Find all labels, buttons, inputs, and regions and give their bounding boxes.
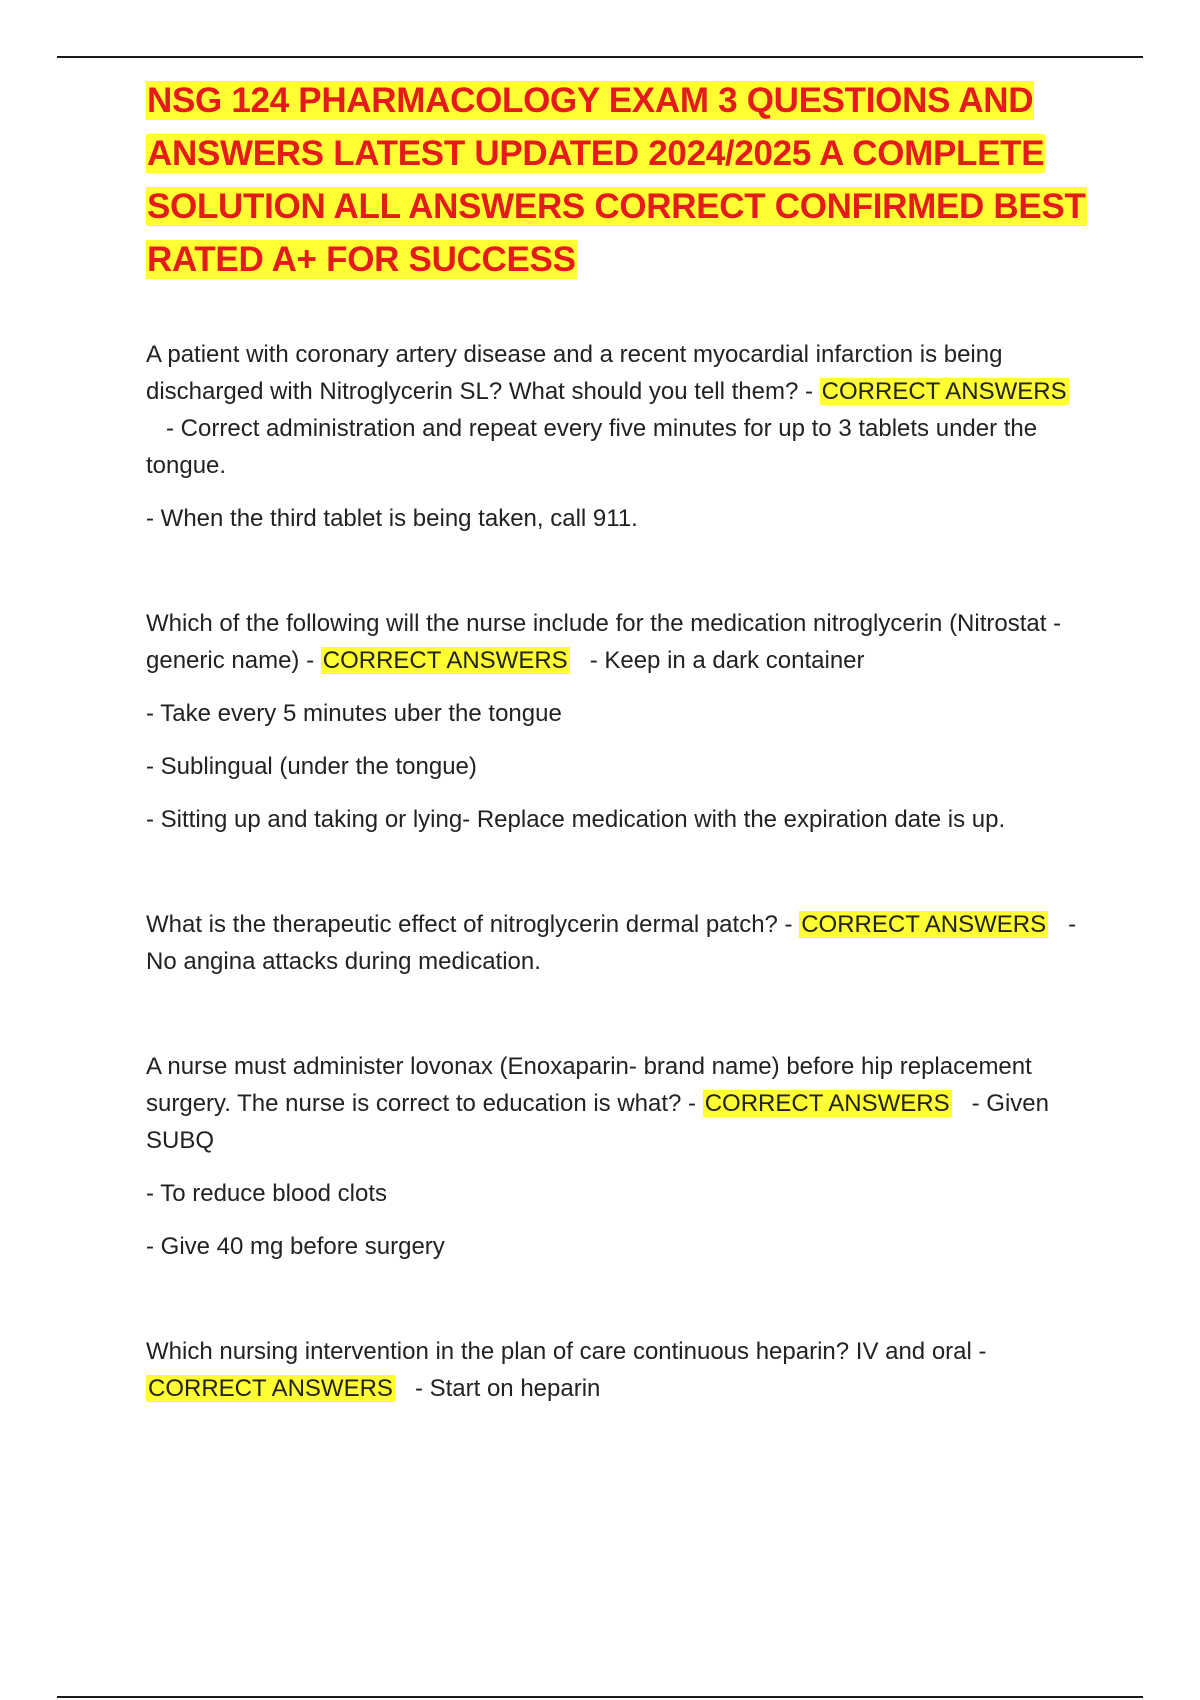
correct-answers-tag: CORRECT ANSWERS — [801, 911, 1047, 938]
answer-text: - No angina attacks during medication. — [146, 911, 1077, 975]
question-text: A nurse must administer lovonax (Enoxaparin- brand name) before hip replacement surgery. The nurse is correct to education is what? - — [146, 1053, 1032, 1117]
question-paragraph — [146, 605, 1096, 679]
question-text: Which nursing intervention in the plan of care continuous heparin? IV and oral - — [146, 1338, 987, 1365]
answer-text: - Correct administration and repeat every five minutes for up to 3 tablets under the tongue. — [146, 415, 1038, 479]
answer-text: - Given SUBQ — [146, 1090, 1049, 1154]
answer-text: - Keep in a dark container — [589, 647, 865, 674]
title-highlight: NSG 124 PHARMACOLOGY EXAM 3 QUESTIONS AND ANSWERS LATEST UPDATED 2024/2025 A COMPLETE SOLUTION ALL ANSWERS CORRECT CONFIRMED BEST RATED A+ FOR SUCCESS — [147, 81, 1086, 279]
correct-answers-tag: CORRECT ANSWERS — [821, 378, 1067, 405]
question-paragraph — [146, 336, 1096, 484]
answer-line: - When the third tablet is being taken, call 911. — [146, 505, 638, 532]
qa-item-4 — [146, 1048, 1096, 1265]
answer-line: - Give 40 mg before surgery — [146, 1233, 445, 1260]
question-text: Which of the following will the nurse include for the medication nitroglycerin (Nitrostat - generic name) - — [146, 610, 1062, 674]
document-body — [146, 74, 1096, 1423]
answer-line: - Sitting up and taking or lying- Replace medication with the expiration date is up. — [146, 806, 1006, 833]
correct-answers-tag: CORRECT ANSWERS — [148, 1375, 393, 1402]
question-paragraph — [146, 1048, 1096, 1159]
qa-item-1 — [146, 336, 1096, 537]
answer-text: - Start on heparin — [414, 1375, 601, 1402]
qa-item-5 — [146, 1333, 1096, 1407]
question-text: A patient with coronary artery disease and a recent myocardial infarction is being discharged with Nitroglycerin SL? What should you tell them? - — [146, 341, 1003, 405]
qa-item-2 — [146, 605, 1096, 838]
question-paragraph — [146, 1333, 1096, 1407]
correct-answers-tag: CORRECT ANSWERS — [322, 647, 568, 674]
answer-line: - Take every 5 minutes uber the tongue — [146, 700, 562, 727]
question-paragraph — [146, 906, 1096, 980]
correct-answers-tag: CORRECT ANSWERS — [704, 1090, 950, 1117]
top-rule — [57, 56, 1143, 58]
answer-line: - To reduce blood clots — [146, 1180, 388, 1207]
document-title — [146, 74, 1096, 286]
answer-line: - Sublingual (under the tongue) — [146, 753, 477, 780]
qa-item-3 — [146, 906, 1096, 980]
question-text: What is the therapeutic effect of nitroglycerin dermal patch? - — [146, 911, 793, 938]
bottom-rule — [57, 1696, 1143, 1698]
